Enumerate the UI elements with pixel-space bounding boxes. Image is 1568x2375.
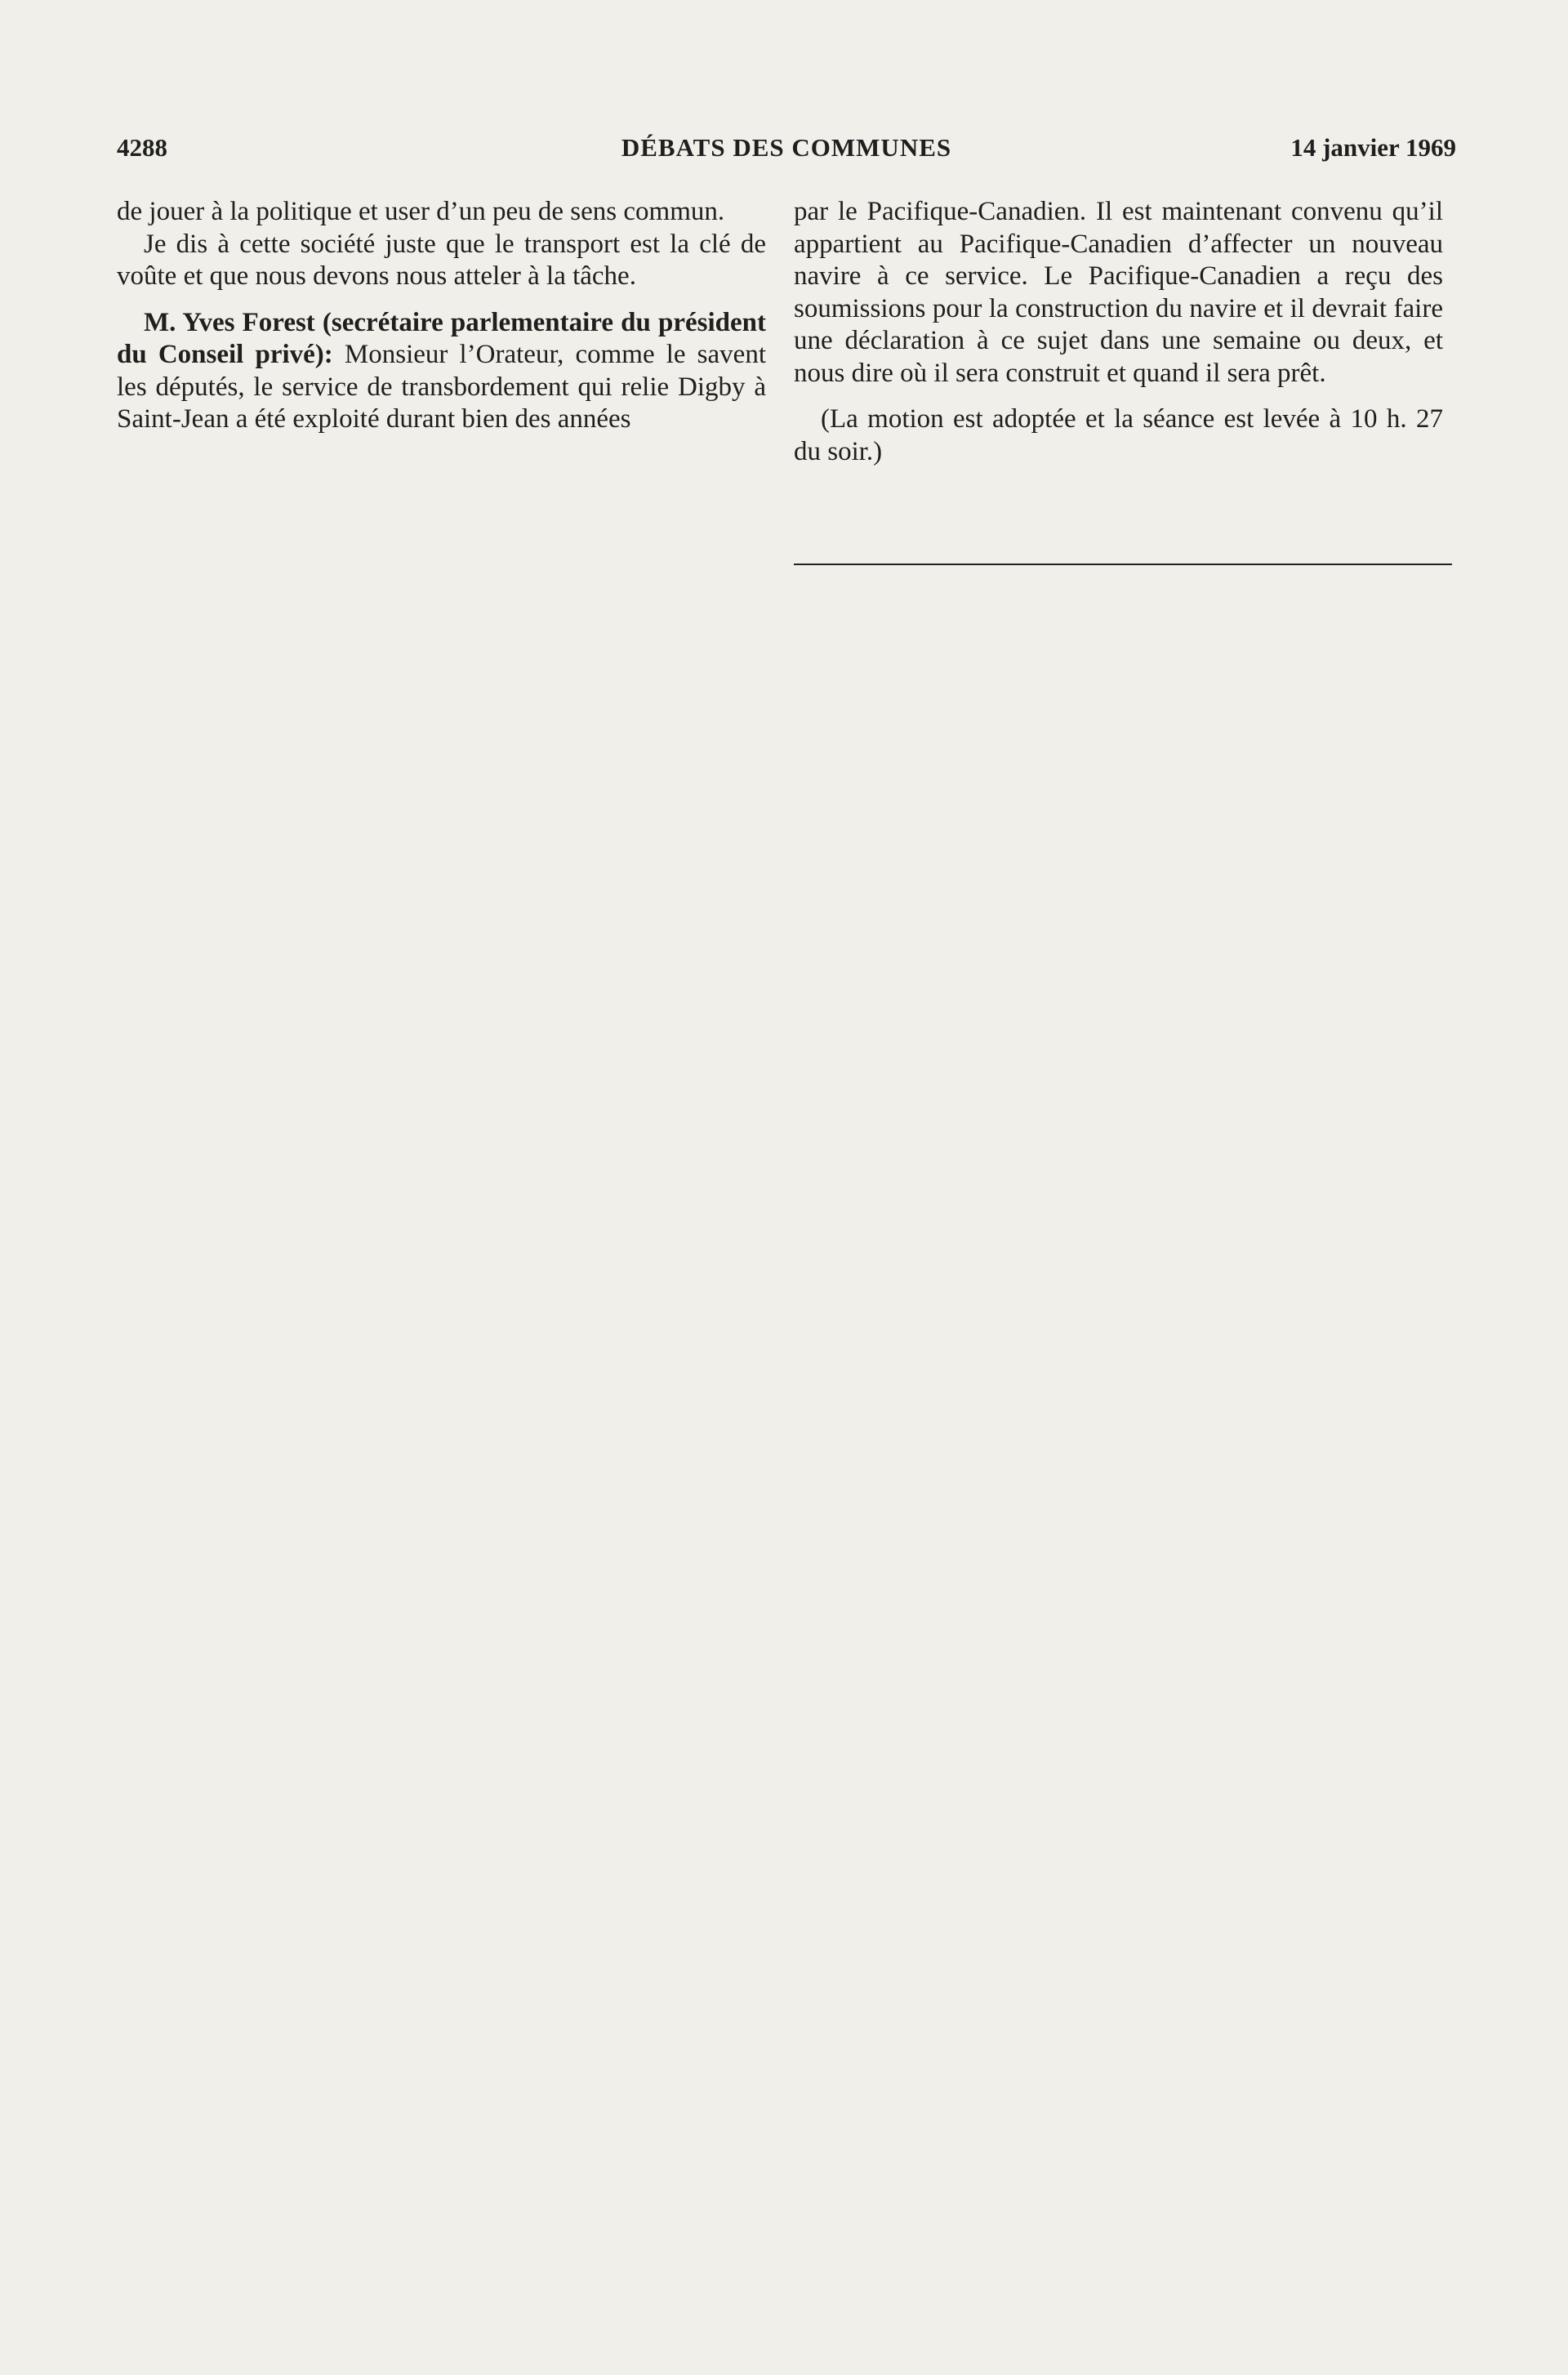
running-title: DÉBATS DES COMMUNES <box>621 133 952 162</box>
paragraph: Je dis à cette société juste que le transport est la clé de voûte et que nous devons nous atteler à la tâche. <box>117 229 766 291</box>
left-column <box>117 196 766 436</box>
right-column <box>794 196 1443 468</box>
section-divider <box>794 564 1452 565</box>
speech-text: Monsieur l’Orateur, comme le savent les députés, le service de transbordement qui relie Digby à Saint-Jean a été exploité durant bien des années <box>117 340 766 434</box>
motion-adopted-note: (La motion est adoptée et la séance est levée à 10 h. 27 du soir.) <box>794 404 1443 466</box>
speech-paragraph <box>117 307 766 436</box>
page-header <box>117 133 1456 174</box>
speaker-name: M. Yves Forest (secrétaire parlementaire du président du Conseil privé): <box>117 307 766 369</box>
paragraph: par le Pacifique-Canadien. Il est maintenant convenu qu’il appartient au Pacifique-Canadien d’affecter un nouveau navire à ce service. Le Pacifique-Canadien a reçu des soumissions pour la construction du navire et il devrait faire une déclaration à ce sujet dans une semaine ou deux, et nous dire où il sera construit et quand il sera prêt. <box>794 197 1443 388</box>
header-date: 14 janvier 1969 <box>1290 133 1456 162</box>
paragraph: de jouer à la politique et user d’un peu de sens commun. <box>117 197 725 226</box>
page-number: 4288 <box>117 133 167 162</box>
